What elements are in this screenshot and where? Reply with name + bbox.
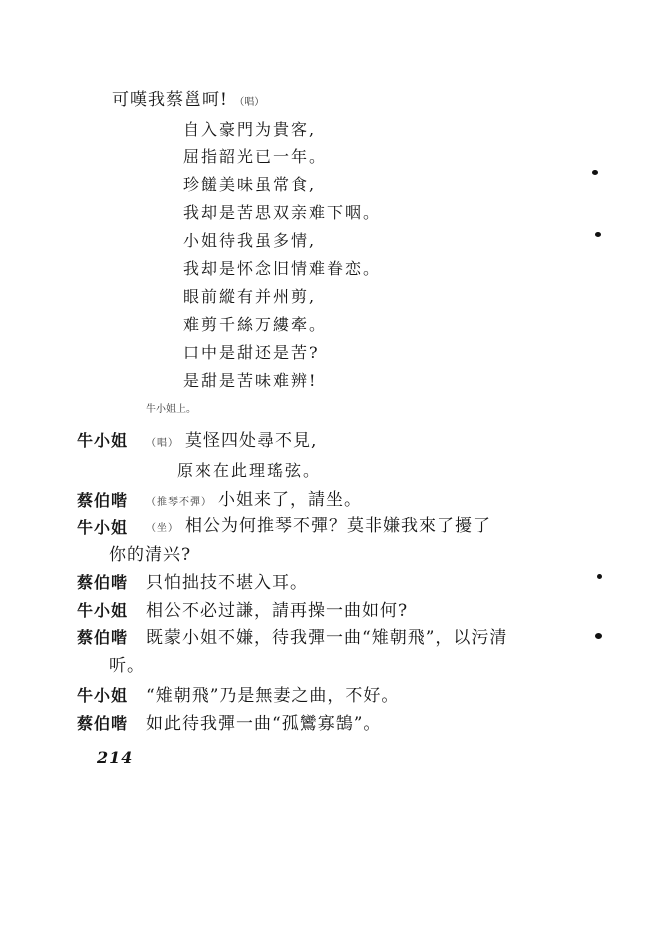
verse-line: 我却是苦思双亲难下咽。 bbox=[183, 203, 382, 222]
scan-speck bbox=[595, 633, 602, 639]
speaker-name: 蔡伯喈 bbox=[77, 573, 129, 592]
dialogue-line bbox=[146, 492, 362, 509]
speaker-name: 牛小姐 bbox=[77, 518, 129, 537]
dialogue-text: 相公不必过謙，請再操一曲如何? bbox=[146, 601, 409, 621]
verse-line: 我却是怀念旧情难眷恋。 bbox=[183, 259, 382, 278]
opening-text: 可嘆我蔡邕呵! bbox=[112, 90, 228, 110]
scan-speck bbox=[595, 232, 601, 237]
dialogue-text: 如此待我彈一曲“孤鸞寡鵠”。 bbox=[146, 714, 382, 734]
verse-line: 眼前縱有并州剪, bbox=[183, 287, 317, 306]
speaker-name: 蔡伯喈 bbox=[77, 714, 129, 733]
speaker-name: 牛小姐 bbox=[77, 601, 129, 620]
dialogue-text: 莫怪四处尋不見, bbox=[185, 431, 318, 451]
stage-direction: （坐） bbox=[146, 523, 179, 534]
verse-line: 口中是甜还是苦? bbox=[183, 343, 320, 362]
speaker-name: 蔡伯喈 bbox=[77, 491, 129, 510]
verse-line: 小姐待我虽多情, bbox=[183, 231, 317, 250]
dialogue-text: 小姐来了，請坐。 bbox=[218, 490, 362, 510]
opening-stage-direction: （唱） bbox=[234, 97, 265, 108]
dialogue-text: 相公为何推琴不彈？莫非嫌我來了擾了 bbox=[185, 516, 491, 536]
dialogue-line bbox=[146, 518, 491, 535]
verse-line: 是甜是苦味难辨! bbox=[183, 371, 318, 390]
stage-direction: （唱） bbox=[146, 438, 179, 449]
stage-entry: 牛小姐上。 bbox=[146, 404, 196, 415]
page-number: 214 bbox=[97, 748, 134, 767]
speaker-name: 牛小姐 bbox=[77, 686, 129, 705]
scan-speck bbox=[592, 170, 598, 175]
verse-line: 自入豪門为貴客, bbox=[183, 120, 317, 139]
dialogue-continuation: 听。 bbox=[109, 656, 145, 676]
verse-line: 珍饈美味虽常食, bbox=[183, 175, 317, 194]
dialogue-continuation: 你的清兴? bbox=[109, 545, 192, 565]
dialogue-text: 只怕拙技不堪入耳。 bbox=[146, 573, 308, 593]
opening-line bbox=[112, 92, 264, 109]
verse-line: 难剪千絲万縷牽。 bbox=[183, 315, 328, 334]
stage-direction: （推琴不彈） bbox=[146, 497, 212, 508]
dialogue-text: “雉朝飛”乃是無妻之曲，不好。 bbox=[146, 686, 400, 706]
dialogue-continuation: 原來在此理瑤弦。 bbox=[177, 461, 322, 480]
dialogue-text: 既蒙小姐不嫌，待我彈一曲“雉朝飛”，以污清 bbox=[146, 628, 508, 648]
dialogue-line bbox=[146, 433, 317, 450]
speaker-name: 蔡伯喈 bbox=[77, 628, 129, 647]
scan-speck bbox=[597, 574, 602, 579]
verse-line: 屈指韶光已一年。 bbox=[183, 147, 328, 166]
speaker-name: 牛小姐 bbox=[77, 431, 129, 450]
